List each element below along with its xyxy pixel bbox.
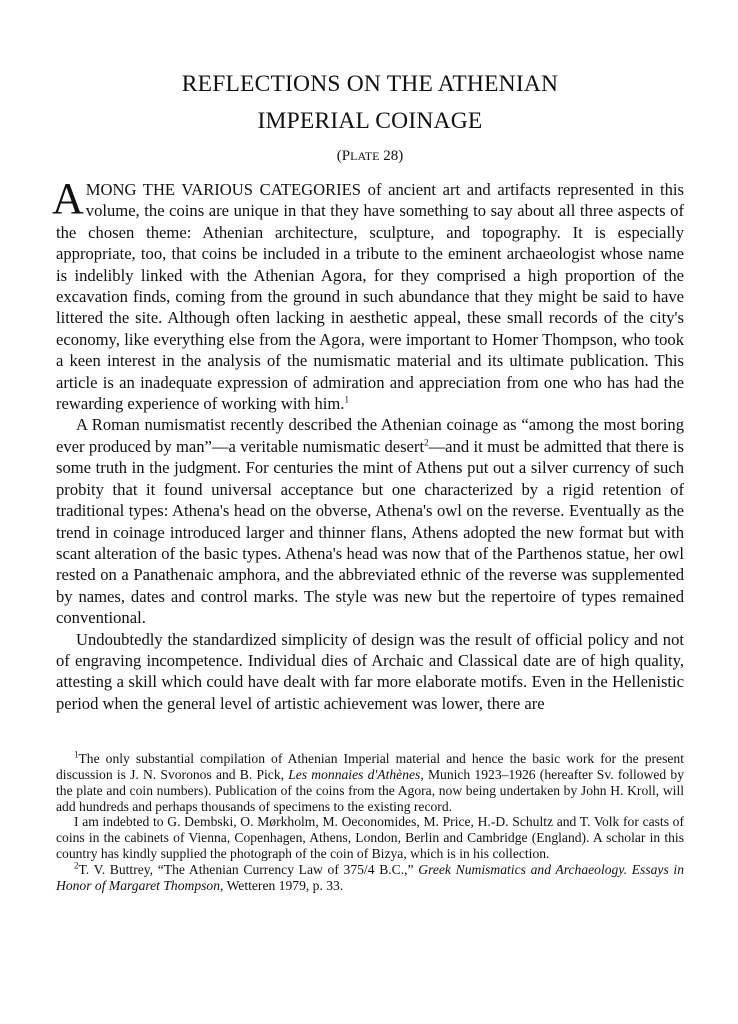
footnote-1 xyxy=(56,751,684,814)
drop-cap: A xyxy=(52,174,84,223)
paragraph-2-text-a: A Roman numismatist recently described the Athenian coinage as “among the most boring ever produced by man”—a veritable numismatic desert xyxy=(56,415,684,456)
paragraph-1 xyxy=(52,174,684,414)
footnote-ref-2: 2 xyxy=(424,437,429,448)
footnotes xyxy=(56,751,684,893)
paragraph-3-text: Undoubtedly the standardized simplicity of design was the result of official policy and not of engraving incompetence. Individual dies of Archaic and Classical date are of high quality, attesting a skill which could have dealt with far more elaborate motifs. Even in the Hellenistic period when the general level of artistic achievement was lower, there are xyxy=(56,629,684,713)
title-line-1: REFLECTIONS ON THE ATHENIAN xyxy=(181,71,559,97)
footnote-ref-1: 1 xyxy=(344,394,349,405)
plate-small-caps: LATE xyxy=(350,149,380,163)
footnote-1-text-a: The only substantial compilation of Athenian Imperial material and hence the basic work for the present discussion is J. N. Svoronos and B. Pick, xyxy=(56,751,684,782)
footnote-1-title: Les monnaies d'Athènes xyxy=(288,766,421,782)
footnote-1-number: 1 xyxy=(74,749,79,760)
footnote-2-text-b: , Wetteren 1979, p. 33. xyxy=(220,877,344,893)
plate-reference xyxy=(56,148,684,165)
footnote-1-text-b: , Munich 1923–1926 (hereafter Sv. followed by the plate and coin numbers). Publication of the coins from the Agora, now being undertaken by John H. Kroll, will add hundreds and perhaps thousands of specimens to the existing record. xyxy=(56,766,684,814)
article-title xyxy=(56,66,684,140)
plate-open: (P xyxy=(336,148,351,164)
paragraph-2 xyxy=(56,414,684,628)
footnote-1-continued: I am indebted to G. Dembski, O. Mørkholm, M. Oeconomides, M. Price, H.-D. Schultz and T. Volk for casts of coins in the cabinets of Vienna, Copenhagen, Athens, London, Berlin and Cambridge (England). A scholar in this country has kindly supplied the photograph of the coin of Bizya, which is in his collection. xyxy=(56,814,684,861)
article-page xyxy=(52,66,684,893)
plate-close: 28) xyxy=(379,148,404,164)
footnote-2-text-a: T. V. Buttrey, “The Athenian Currency Law of 375/4 B.C.,” xyxy=(78,861,419,877)
footnote-2 xyxy=(56,862,684,894)
footnote-2-title: Greek Numismatics and Archaeology. Essays in Honor of Margaret Thompson xyxy=(56,861,684,893)
footnote-2-number: 2 xyxy=(74,860,79,871)
paragraph-1-text: MONG THE VARIOUS CATEGORIES of ancient art and artifacts represented in this volume, the coins are unique in that they have something to say about all three aspects of the chosen theme: Athenian architecture, sculpture, and topography. It is especially appropriate, too, that coins be included in a tribute to the eminent archaeologist whose name is indelibly linked with the Athenian Agora, for they comprised a high proportion of the excavation finds, coming from the ground in such abundance that they might be said to have littered the site. Although often lacking in aesthetic appeal, these small records of the city's economy, like everything else from the Agora, were important to Homer Thompson, who took a keen interest in the analysis of the numismatic material and its ultimate publication. This article is an inadequate expression of admiration and appreciation from one who has had the rewarding experience of working with him. xyxy=(56,180,684,414)
paragraph-2-text-b: —and it must be admitted that there is some truth in the judgment. For centuries the mint of Athens put out a silver currency of such probity that it found universal acceptance but one characterized by a rigid retention of traditional types: Athena's head on the obverse, Athena's owl on the reverse. Eventually as the trend in coinage introduced larger and thinner flans, Athens adopted the new format but with scant alteration of the basic types. Athena's head was now that of the Parthenos statue, her owl rested on a Panathenaic amphora, and the abbreviated ethnic of the reverse was supplemented by names, dates and control marks. The style was new but the repertoire of types remained conventional. xyxy=(56,436,684,628)
paragraph-3 xyxy=(56,629,684,715)
article-body xyxy=(52,174,684,714)
title-line-2: IMPERIAL COINAGE xyxy=(257,108,483,134)
